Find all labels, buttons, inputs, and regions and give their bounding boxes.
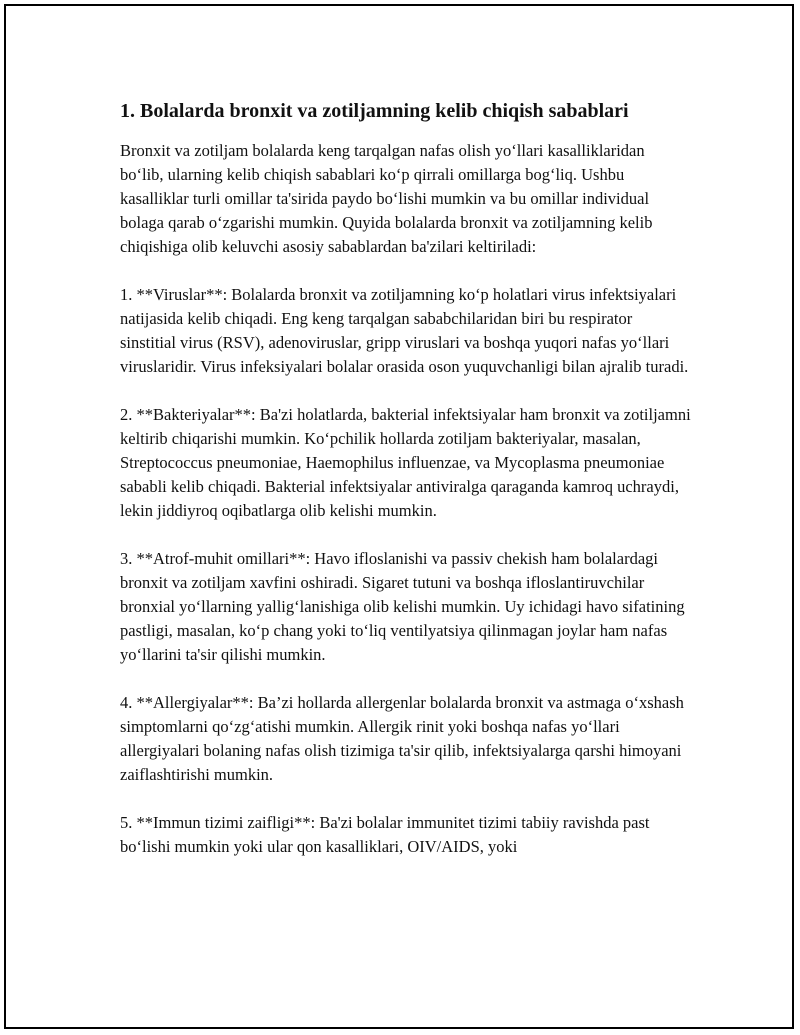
paragraph-immune: 5. **Immun tizimi zaifligi**: Ba'zi bolalar immunitet tizimi tabiiy ravishda past bo‘lishi mumkin yoki ular qon kasalliklari, OIV/AIDS, yoki [120, 813, 650, 856]
document-content [120, 96, 692, 883]
paragraph-environment: 3. **Atrof-muhit omillari**: Havo ifloslanishi va passiv chekish ham bolalardagi bronxit va zotiljam xavfini oshiradi. Sigaret tutuni va boshqa ifloslantiruvchilar bronxial yo‘llarning yallig‘lanishiga olib kelishi mumkin. Uy ichidagi havo sifatining pastligi, masalan, ko‘p chang yoki to‘liq ventilyatsiya qilinmagan joylar ham nafas yo‘llarini ta'sir qilishi mumkin. [120, 549, 685, 664]
document-page [4, 4, 794, 1029]
paragraph-viruses: 1. **Viruslar**: Bolalarda bronxit va zotiljamning ko‘p holatlari virus infektsiyalari natijasida kelib chiqadi. Eng keng tarqalgan sababchilaridan biri bu respirator sinstitial virus (RSV), adenoviruslar, gripp viruslari va boshqa yuqori nafas yo‘llari viruslaridir. Virus infeksiyalari bolalar orasida oson yuquvchanligi bilan ajralib turadi. [120, 285, 689, 376]
paragraph-bacteria: 2. **Bakteriyalar**: Ba'zi holatlarda, bakterial infektsiyalar ham bronxit va zotiljamni keltirib chiqarishi mumkin. Ko‘pchilik hollarda zotiljam bakteriyalar, masalan, Streptococcus pneumoniae, Haemophilus influenzae, va Mycoplasma pneumoniae sababli kelib chiqadi. Bakterial infektsiyalar antiviralga qaraganda kamroq uchraydi, lekin jiddiyroq oqibatlarga olib kelishi mumkin. [120, 405, 691, 520]
intro-paragraph: Bronxit va zotiljam bolalarda keng tarqalgan nafas olish yo‘llari kasalliklaridan bo‘lib, ularning kelib chiqish sabablari ko‘p qirrali omillarga bog‘liq. Ushbu kasalliklar turli omillar ta'sirida paydo bo‘lishi mumkin va bu omillar individual bolaga qarab o‘zgarishi mumkin. Quyida bolalarda bronxit va zotiljamning kelib chiqishiga olib keluvchi asosiy sabablardan ba'zilari keltiriladi: [120, 141, 653, 256]
paragraph-allergies: 4. **Allergiyalar**: Ba’zi hollarda allergenlar bolalarda bronxit va astmaga o‘xshash simptomlarni qo‘zg‘atishi mumkin. Allergik rinit yoki boshqa nafas yo‘llari allergiyalari bolaning nafas olish tizimiga ta'sir qilib, infektsiyalarga qarshi himoyani zaiflashtirishi mumkin. [120, 693, 684, 784]
section-heading: 1. Bolalarda bronxit va zotiljamning kelib chiqish sabablari [120, 100, 629, 122]
